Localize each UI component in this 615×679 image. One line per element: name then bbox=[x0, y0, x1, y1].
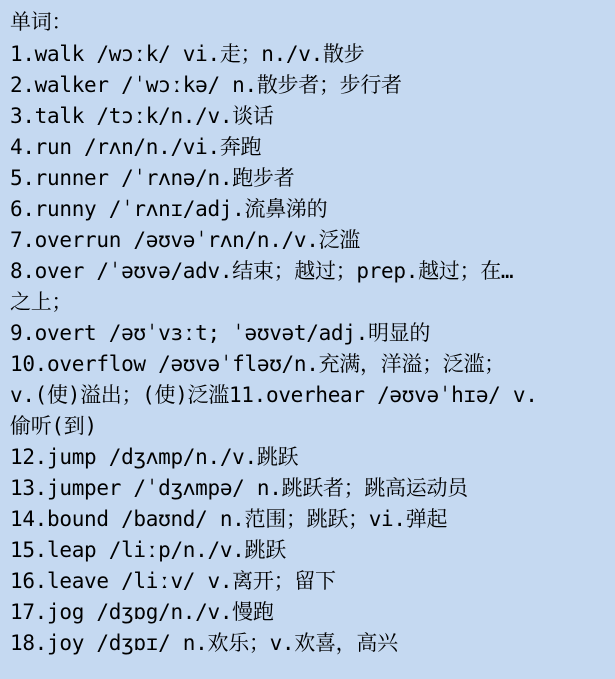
entry-jumper: 13.jumper /ˈdʒʌmpə/ n.跳跃者；跳高运动员 bbox=[10, 476, 468, 500]
entry-over-continued: 之上； bbox=[10, 290, 73, 314]
entry-leap: 15.leap /liːp/n./v.跳跃 bbox=[10, 538, 286, 562]
entry-runny: 6.runny /ˈrʌnɪ/adj.流鼻涕的 bbox=[10, 197, 328, 221]
entry-jog: 17.jog /dʒɒg/n./v.慢跑 bbox=[10, 600, 274, 624]
entry-overt: 9.overt /əʊˈvɜːt; ˈəʊvət/adj.明显的 bbox=[10, 321, 431, 345]
entry-walker: 2.walker /ˈwɔːkə/ n.散步者；步行者 bbox=[10, 73, 402, 97]
document-title: 单词： bbox=[10, 10, 73, 34]
entry-jump: 12.jump /dʒʌmp/n./v.跳跃 bbox=[10, 445, 299, 469]
entry-overhear-continued: 偷听(到) bbox=[10, 414, 97, 438]
entry-run: 4.run /rʌn/n./vi.奔跑 bbox=[10, 135, 262, 159]
entry-leave: 16.leave /liːv/ v.离开；留下 bbox=[10, 569, 336, 593]
entry-runner: 5.runner /ˈrʌnə/n.跑步者 bbox=[10, 166, 295, 190]
entry-overflow-continued: v.(使)溢出；(使)泛滥11.overhear /əʊvəˈhɪə/ v. bbox=[10, 383, 538, 407]
entry-overrun: 7.overrun /əʊvəˈrʌn/n./v.泛滥 bbox=[10, 228, 360, 252]
entry-walk: 1.walk /wɔːk/ vi.走；n./v.散步 bbox=[10, 42, 365, 66]
entry-overflow: 10.overflow /əʊvəˈfləʊ/n.充满，洋溢；泛滥； bbox=[10, 352, 505, 376]
entry-talk: 3.talk /tɔːk/n./v.谈话 bbox=[10, 104, 274, 128]
entry-joy: 18.joy /dʒɒɪ/ n.欢乐；v.欢喜，高兴 bbox=[10, 631, 398, 655]
entry-over: 8.over /ˈəʊvə/adv.结束；越过；prep.越过；在… bbox=[10, 259, 514, 283]
entry-bound: 14.bound /baʊnd/ n.范围；跳跃；vi.弹起 bbox=[10, 507, 448, 531]
